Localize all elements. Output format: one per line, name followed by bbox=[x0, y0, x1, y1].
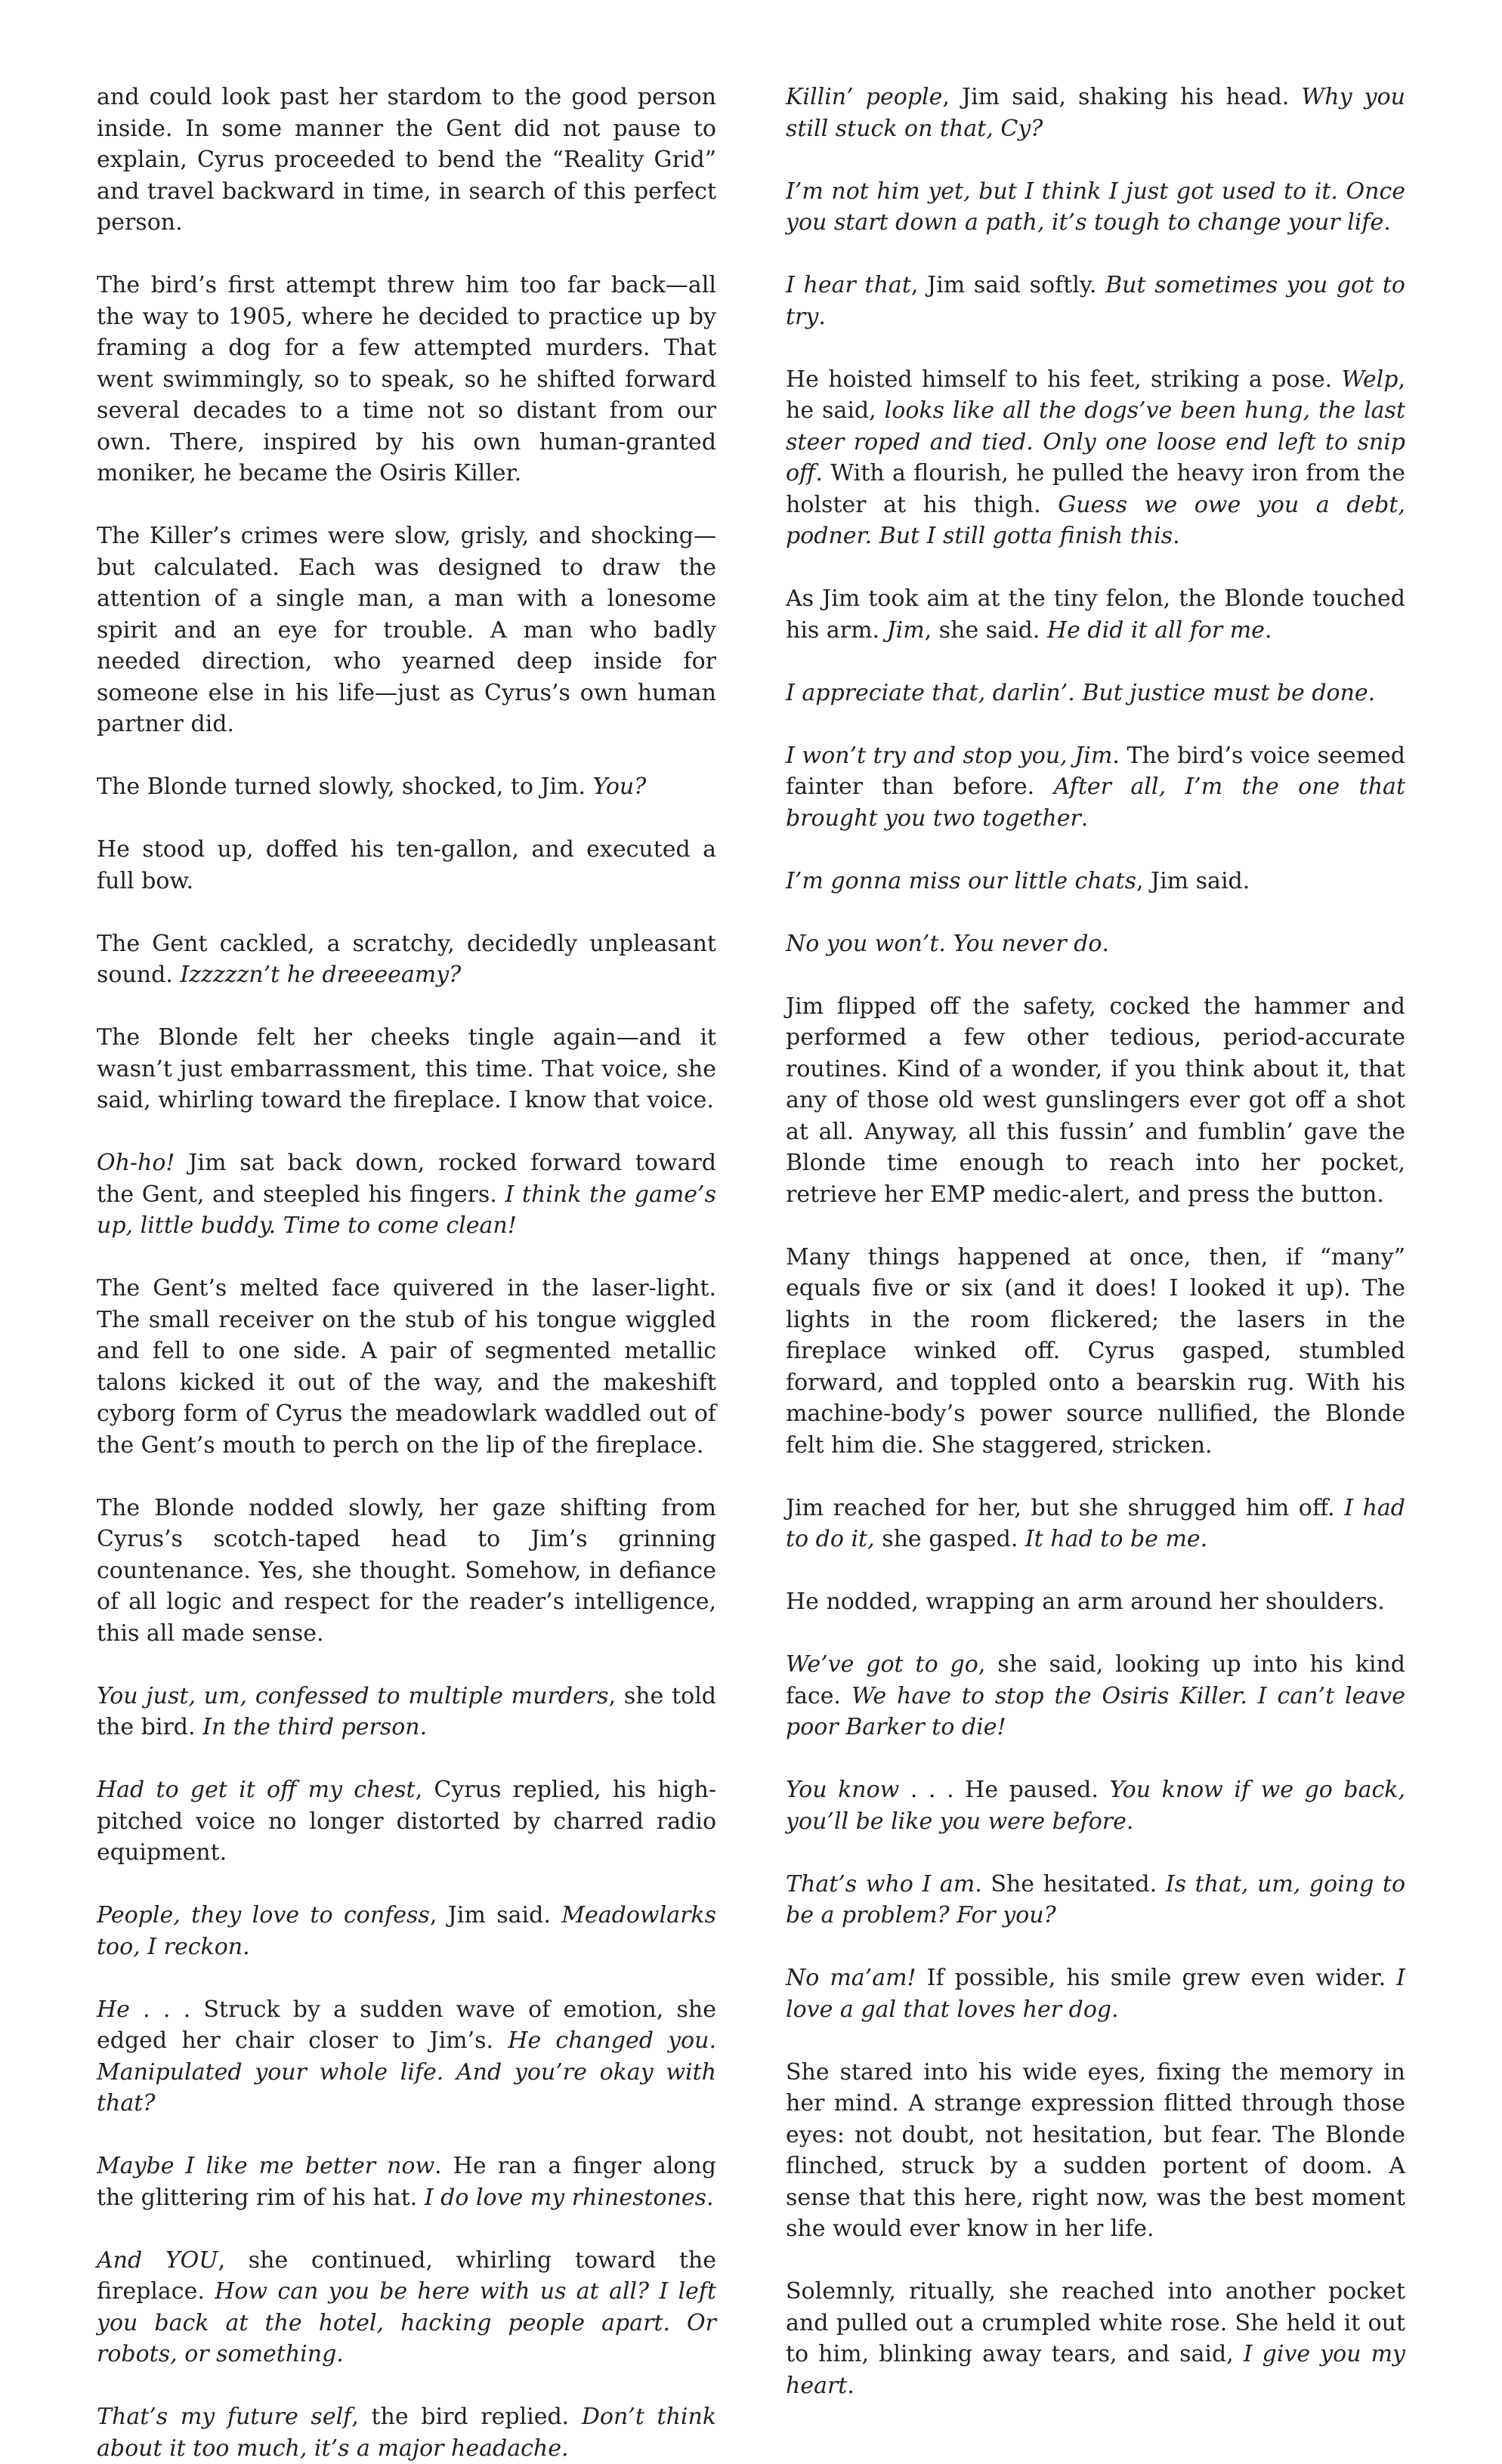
paragraph bbox=[97, 270, 716, 489]
text-run: If possible, his smile grew even wider. bbox=[916, 1965, 1397, 1991]
text-run: . bbox=[1111, 1996, 1119, 2023]
paragraph bbox=[97, 1900, 716, 1962]
paragraph bbox=[97, 2151, 716, 2213]
italic-text-run: Don’t think about it too much, it’s a major headache. bbox=[97, 2404, 717, 2462]
text-run: , he said, bbox=[786, 366, 1405, 424]
italic-text-run: And YOU bbox=[97, 2246, 218, 2274]
italic-text-run: Jim bbox=[886, 616, 925, 644]
paragraph bbox=[786, 866, 1405, 897]
italic-text-run: That’s my future self bbox=[97, 2404, 352, 2430]
italic-text-run: You know if we go back, you’ll be like you were before. bbox=[786, 1777, 1406, 1835]
text-run: , she said. bbox=[924, 616, 1047, 644]
italic-text-run: You just, um, confessed to multiple murders bbox=[97, 1682, 609, 1709]
text-run: Jim reached for her, but she shrugged him off. bbox=[786, 1494, 1345, 1521]
italic-text-run: In the third person. bbox=[202, 1714, 428, 1740]
paragraph bbox=[786, 2057, 1405, 2245]
text-run: . bbox=[1080, 804, 1089, 832]
italic-text-run: Meadowlarks too, I reckon bbox=[97, 1902, 716, 1960]
paragraph bbox=[97, 1994, 716, 2120]
paragraph bbox=[786, 991, 1405, 1211]
text-run: , she said, looking up into his kind face. bbox=[786, 1651, 1406, 1709]
text-run: . With a flourish, he pulled the heavy iron from the holster at his thigh. bbox=[786, 460, 1405, 518]
paragraph bbox=[97, 1493, 716, 1650]
paragraph bbox=[97, 928, 716, 991]
text-run: , Cyrus replied, his high-pitched voice no longer distorted by charred radio equipment. bbox=[97, 1777, 716, 1866]
italic-text-run: Had to get it off my chest bbox=[97, 1777, 416, 1803]
left-column bbox=[97, 82, 716, 2464]
text-run: . bbox=[706, 2184, 714, 2211]
text-run: , Jim said. bbox=[1136, 867, 1250, 894]
italic-text-run: looks like all the dogs’ve been hung, the last steer roped and tied. Only one loose end left to snip off bbox=[786, 397, 1406, 486]
text-run: The bird’s first attempt threw him too far back—all the way to 1905, where he decided to practice up by framing a dog for a few attempted murders. That went swimmingly, so to speak, so he shifted forward several decades to a time not so distant from our own. There, inspired by his own human-granted moniker, he became the Osiris Killer. bbox=[97, 272, 716, 486]
paragraph bbox=[97, 1681, 716, 1743]
italic-text-run: I’m not him yet, but I think I just got used to it. Once you start down a path, it’s tough to change your life. bbox=[786, 178, 1405, 236]
text-run: . He ran a finger along the glittering rim of his hat. bbox=[97, 2153, 717, 2211]
paragraph bbox=[786, 1962, 1405, 2025]
italic-text-run: I’m gonna miss our little chats bbox=[786, 867, 1136, 894]
right-column bbox=[786, 82, 1405, 2401]
text-run: , Jim said. bbox=[429, 1902, 562, 1928]
text-run: . bbox=[818, 303, 826, 330]
text-run: . bbox=[847, 2372, 855, 2399]
italic-text-run: I had to do it, bbox=[786, 1494, 1405, 1552]
paragraph bbox=[786, 176, 1405, 239]
paragraph bbox=[786, 1242, 1405, 1462]
italic-text-run: No you won’t. You never do bbox=[786, 930, 1102, 957]
text-run: Many things happened at once, then, if “many” equals five or six (and it does! I looked it up). The lights in the room flickered; the lasers in the fireplace winked off. Cyrus gasped, stumbled forward, and toppled onto a bearskin rug. With his machine-body’s power source nullified, the Blonde felt him die. She staggered, stricken. bbox=[786, 1243, 1405, 1459]
paragraph bbox=[97, 520, 716, 740]
text-run: The Blonde nodded slowly, her gaze shifting from Cyrus’s scotch-taped head to Jim’s grinning countenance. Yes, she thought. Somehow, in defiance of all logic and respect for the reader’s intelligence, this all made sense. bbox=[97, 1494, 716, 1647]
paragraph bbox=[786, 678, 1405, 709]
italic-text-run: No ma’am! bbox=[786, 1965, 916, 1991]
italic-text-run: After all, I’m the one that brought you two together bbox=[786, 773, 1405, 832]
paragraph bbox=[786, 583, 1405, 646]
text-run: The Blonde turned slowly, shocked, to Jim. bbox=[97, 773, 593, 800]
italic-text-run: Izzzzzn’t he dreeeeamy? bbox=[180, 962, 462, 988]
italic-text-run: People, they love to confess bbox=[97, 1902, 430, 1928]
text-run: she gasped. bbox=[874, 1526, 1025, 1552]
italic-text-run: I think the game’s up, little buddy. Time to come clean! bbox=[97, 1181, 716, 1239]
paragraph bbox=[97, 1774, 716, 1869]
italic-text-run: You know bbox=[786, 1777, 900, 1803]
italic-text-run: Killin’ people bbox=[786, 84, 943, 110]
italic-text-run: He bbox=[97, 1996, 130, 2023]
paragraph bbox=[97, 834, 716, 897]
italic-text-run: Maybe I like me better now bbox=[97, 2153, 435, 2179]
italic-text-run: I hear that bbox=[786, 272, 911, 298]
italic-text-run: Guess we owe you a debt, podner. But I still gotta finish this bbox=[786, 491, 1405, 549]
paragraph bbox=[786, 740, 1405, 835]
text-run: He stood up, doffed his ten-gallon, and executed a full bow. bbox=[97, 836, 716, 894]
italic-text-run: Welp bbox=[1341, 366, 1398, 393]
text-run: . . . Struck by a sudden wave of emotion, she edged her chair closer to Jim’s. bbox=[97, 1996, 716, 2054]
text-run: The Blonde felt her cheeks tingle again—and it wasn’t just embarrassment, this time. That voice, she said, whirling toward the fireplace. I know that voice. bbox=[97, 1024, 716, 1113]
text-run: . The bird’s voice seemed fainter than before. bbox=[786, 742, 1405, 800]
paragraph bbox=[97, 1147, 716, 1242]
text-run: . She hesitated. bbox=[975, 1870, 1166, 1897]
text-run: , she continued, whirling toward the fireplace. bbox=[97, 2246, 716, 2305]
italic-text-run: He did it all for me bbox=[1046, 616, 1265, 644]
italic-text-run: It had to be me. bbox=[1025, 1526, 1208, 1552]
italic-text-run: Why you still stuck on that, Cy? bbox=[786, 84, 1405, 142]
text-run: Jim flipped off the safety, cocked the hammer and performed a few other tedious, period-accurate routines. Kind of a wonder, if you think about it, that any of those old west gunslingers ever got off a shot at all. Anyway, all this fussin’ and fumblin’ gave the Blonde time enough to reach into her pocket, retrieve her EMP medic-alert, and press the button. bbox=[786, 993, 1405, 1208]
italic-text-run: He changed you. Manipulated your whole life. And you’re okay with that? bbox=[97, 2027, 716, 2117]
text-run: The Killer’s crimes were slow, grisly, and shocking—but calculated. Each was designed to draw the attention of a single man, a man with a lonesome spirit and an eye for trouble. A man who badly needed direction, who yearned deep inside for someone else in his life—just as Cyrus’s own human partner did. bbox=[97, 523, 716, 737]
text-run: , the bird replied. bbox=[351, 2404, 582, 2430]
paragraph bbox=[786, 270, 1405, 332]
text-run: Jim sat back down, rocked forward toward the Gent, and steepled his fingers. bbox=[97, 1150, 716, 1208]
italic-text-run: But sometimes you got to try bbox=[786, 272, 1405, 330]
paragraph bbox=[97, 771, 716, 803]
text-run: , Jim said, shaking his head. bbox=[942, 84, 1302, 110]
paragraph bbox=[786, 2276, 1405, 2401]
text-run: . bbox=[243, 1933, 250, 1960]
paragraph bbox=[786, 1586, 1405, 1618]
text-run: . bbox=[1264, 616, 1272, 644]
paragraph bbox=[786, 1493, 1405, 1555]
italic-text-run: How can you be here with us at all? I left you back at the hotel, hacking people apart. Or robots, or something. bbox=[97, 2278, 717, 2367]
italic-text-run: I love a gal that loves her dog bbox=[786, 1965, 1405, 2023]
paragraph bbox=[786, 928, 1405, 960]
text-run: He nodded, wrapping an arm around her shoulders. bbox=[786, 1589, 1385, 1615]
text-run: She stared into his wide eyes, fixing the memory in her mind. A strange expression flitted through those eyes: not doubt, not hesitation, but fear. The Blonde flinched, struck by a sudden portent of doom. A sense that this here, right now, was the best moment she would ever know in her life. bbox=[786, 2058, 1405, 2242]
text-run: He hoisted himself to his feet, striking a pose. bbox=[786, 366, 1342, 393]
paragraph bbox=[97, 1273, 716, 1461]
paragraph bbox=[786, 82, 1405, 144]
text-run: Solemnly, ritually, she reached into another pocket and pulled out a crumpled white rose. She held it out to him, blinking away tears, and said, bbox=[786, 2278, 1405, 2367]
text-run: As Jim took aim at the tiny felon, the Blonde touched his arm. bbox=[786, 585, 1405, 644]
text-run: . . . He paused. bbox=[899, 1777, 1110, 1803]
text-run: . bbox=[1173, 523, 1180, 549]
paragraph bbox=[786, 364, 1405, 552]
paragraph bbox=[97, 2401, 716, 2464]
text-run: The Gent cackled, a scratchy, decidedly unpleasant sound. bbox=[97, 930, 716, 988]
paragraph bbox=[786, 1869, 1405, 1931]
paragraph bbox=[97, 2245, 716, 2370]
paragraph bbox=[786, 1774, 1405, 1837]
text-run: , she told the bird. bbox=[97, 1682, 716, 1740]
text-run: and could look past her stardom to the good person inside. In some manner the Gent did not pause to explain, Cyrus proceeded to bend the “Reality Grid” and travel backward in time, in search of this perfect person. bbox=[97, 84, 716, 236]
text-run: , Jim said softly. bbox=[910, 272, 1106, 298]
italic-text-run: I do love my rhinestones bbox=[424, 2184, 707, 2211]
paragraph bbox=[786, 1649, 1405, 1743]
text-run: . bbox=[1102, 930, 1110, 957]
text-run: The Gent’s melted face quivered in the laser-light. The small receiver on the stub of his tongue wiggled and fell to one side. A pair of segmented metallic talons kicked it out of the way, and the makeshift cyborg form of Cyrus the meadowlark waddled out of the Gent’s mouth to perch on the lip of the fireplace. bbox=[97, 1275, 716, 1459]
italic-text-run: I appreciate that, darlin’. But justice must be done. bbox=[786, 679, 1376, 706]
italic-text-run: We’ve got to go bbox=[786, 1651, 978, 1678]
italic-text-run: I give you my heart bbox=[786, 2341, 1405, 2399]
italic-text-run: Is that, um, going to be a problem? For you? bbox=[786, 1870, 1406, 1928]
italic-text-run: Oh-ho! bbox=[97, 1150, 175, 1176]
paragraph bbox=[97, 82, 716, 239]
italic-text-run: I won’t try and stop you, Jim bbox=[786, 742, 1113, 769]
italic-text-run: You? bbox=[592, 773, 647, 800]
italic-text-run: That’s who I am bbox=[786, 1870, 975, 1897]
paragraph bbox=[97, 1022, 716, 1116]
italic-text-run: We have to stop the Osiris Killer. I can’t leave poor Barker to die! bbox=[786, 1682, 1405, 1740]
